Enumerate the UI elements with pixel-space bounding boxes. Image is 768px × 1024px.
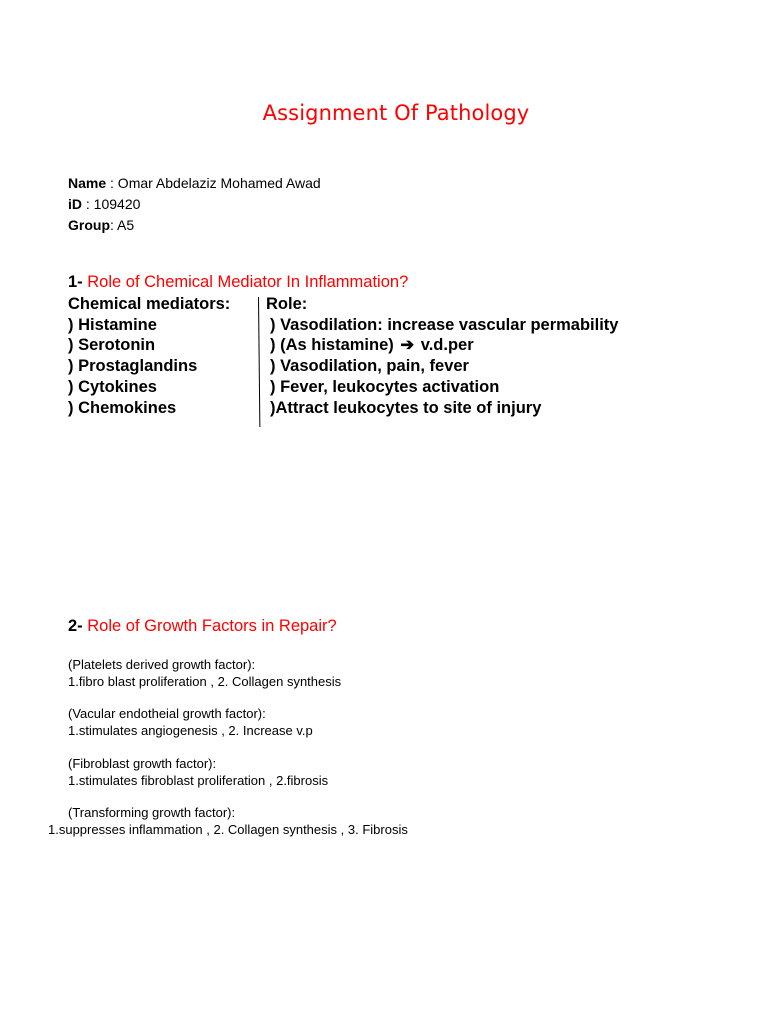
mediators-header: Chemical mediators: (68, 295, 231, 313)
role-item-text: v.d.per (416, 336, 474, 355)
role-item-text: ) (As histamine) (270, 336, 399, 355)
id-value: : 109420 (82, 196, 141, 212)
group-label: Group (68, 217, 110, 233)
mediators-column (68, 294, 230, 418)
growth-factor-block (68, 756, 328, 789)
growth-factor-roles: 1.stimulates fibroblast proliferation , 2.fibrosis (68, 772, 329, 788)
growth-factor-block (68, 706, 313, 739)
question-2-heading (68, 617, 337, 636)
role-item (264, 335, 618, 356)
growth-factor-block (68, 657, 341, 690)
roles-column (264, 294, 618, 418)
question-1-number: 1- (68, 273, 88, 291)
growth-factor-roles: 1.suppresses inflammation , 2. Collagen synthesis , 3. Fibrosis (48, 821, 408, 837)
group-value: : A5 (110, 217, 135, 233)
role-item: ) Fever, leukocytes activation (270, 377, 500, 396)
name-label: Name (68, 175, 107, 191)
role-item: ) Vasodilation: increase vascular permability (270, 315, 619, 334)
growth-factor-name: (Transforming growth factor): (68, 805, 236, 820)
role-item: )Attract leukocytes to site of injury (270, 398, 542, 417)
growth-factor-name: (Platelets derived growth factor): (68, 657, 256, 672)
column-divider (258, 297, 260, 427)
name-line (68, 173, 321, 194)
growth-factor-roles: 1.stimulates angiogenesis , 2. Increase v.p (68, 722, 313, 738)
growth-factor-name: (Fibroblast growth factor): (68, 756, 217, 771)
id-line (68, 194, 321, 215)
question-2-text: Role of Growth Factors in Repair? (87, 617, 337, 635)
mediator-item: ) Cytokines (68, 377, 157, 396)
id-label: iD (68, 196, 82, 212)
mediator-item: ) Prostaglandins (68, 357, 198, 376)
roles-header: Role: (266, 295, 308, 313)
mediator-item: ) Chemokines (68, 398, 177, 417)
mediator-item: ) Histamine (68, 315, 157, 334)
student-info (68, 173, 321, 236)
page-title: Assignment Of Pathology (262, 101, 530, 125)
question-1-heading (68, 273, 408, 292)
role-item: ) Vasodilation, pain, fever (270, 357, 469, 376)
growth-factor-block (48, 805, 408, 838)
right-arrow-icon: ➔ (400, 336, 415, 355)
growth-factor-roles: 1.fibro blast proliferation , 2. Collagen synthesis (68, 673, 342, 689)
name-value: : Omar Abdelaziz Mohamed Awad (106, 175, 321, 191)
question-2-number: 2- (68, 617, 88, 635)
growth-factor-name: (Vacular endotheial growth factor): (68, 706, 266, 721)
group-line (68, 215, 321, 236)
question-1-text: Role of Chemical Mediator In Inflammation? (87, 273, 409, 291)
mediator-item: ) Serotonin (68, 336, 156, 355)
